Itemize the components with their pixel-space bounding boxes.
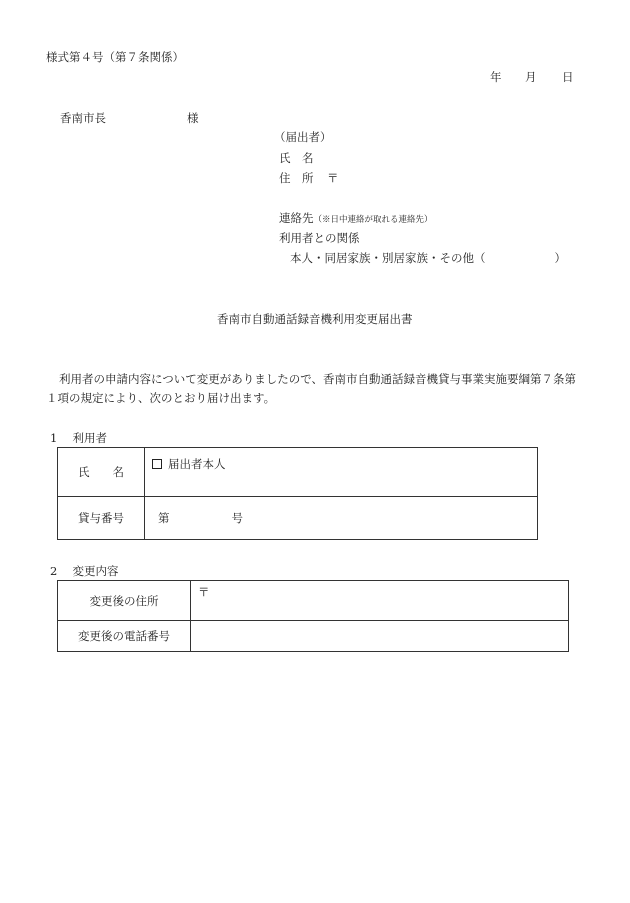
notifier-heading: （届出者）: [274, 130, 332, 144]
body-line-1: 利用者の申請内容について変更がありましたので、香南市自動通話録音機貸与事業実施要綱第７条第: [59, 372, 577, 386]
notifier-postal-mark: 〒: [327, 171, 339, 185]
form-number: 様式第４号（第７条関係）: [46, 50, 184, 64]
body-line-2: １項の規定により、次のとおり届け出ます。: [46, 391, 276, 405]
notifier-contact-label: 連絡先: [279, 211, 314, 225]
notifier-relation-options: 本人・同居家族・別居家族・その他（ ）: [290, 251, 566, 265]
self-checkbox[interactable]: [152, 459, 162, 469]
lend-suffix: 号: [231, 511, 243, 525]
lend-number-cell[interactable]: [145, 497, 538, 540]
document-title: 香南市自動通話録音機利用変更届出書: [217, 312, 413, 326]
addressee-honorific: 様: [187, 111, 199, 125]
user-table: [57, 447, 538, 540]
new-phone-cell[interactable]: [191, 621, 569, 652]
notifier-address-label: 住 所: [279, 171, 314, 185]
new-address-cell[interactable]: [191, 581, 569, 621]
new-phone-label: 変更後の電話番号: [58, 621, 191, 652]
addressee-name: 香南市長: [60, 111, 106, 125]
date-day: 日: [562, 70, 574, 84]
self-checkbox-label: 届出者本人: [168, 457, 226, 471]
change-table: [57, 580, 569, 652]
contact-block: [279, 210, 433, 226]
lend-prefix: 第: [158, 511, 170, 525]
notifier-relation-label: 利用者との関係: [279, 231, 360, 245]
date-month: 月: [525, 70, 537, 84]
new-address-postal-mark: 〒: [198, 585, 210, 599]
user-name-cell[interactable]: [145, 448, 538, 497]
notifier-name-label: 氏 名: [279, 151, 314, 165]
section1-heading: 1 利用者: [50, 431, 107, 445]
section2-heading: 2 変更内容: [50, 564, 119, 578]
user-name-label: 氏 名: [58, 448, 145, 497]
lend-number-label: 貸与番号: [58, 497, 145, 540]
new-address-label: 変更後の住所: [58, 581, 191, 621]
date-year: 年: [490, 70, 502, 84]
notifier-contact-note: （※日中連絡が取れる連絡先）: [313, 215, 433, 225]
